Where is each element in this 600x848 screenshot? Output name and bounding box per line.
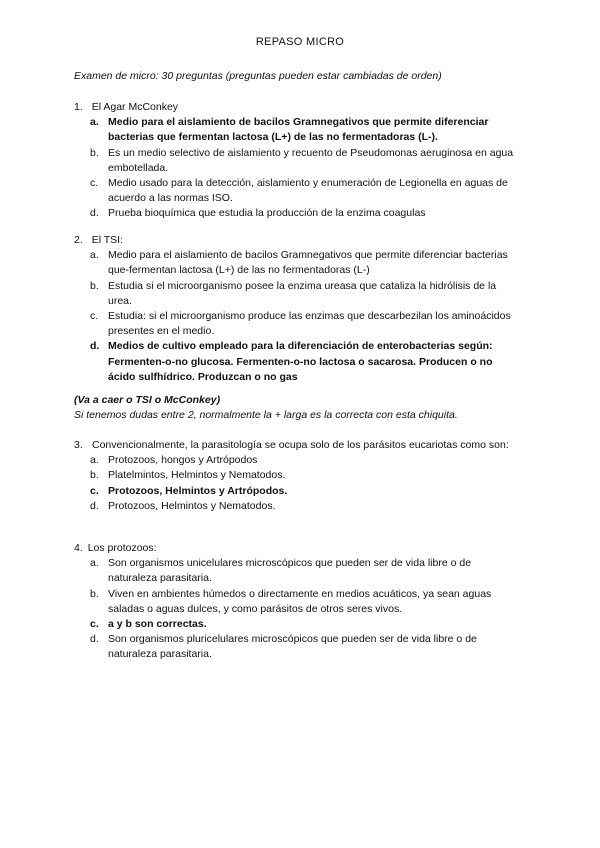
option-d: d. Son organismos pluricelulares microscópicos que pueden ser de vida libre o de naturaleza parasitaria. [90, 633, 477, 661]
question-stem [74, 541, 522, 556]
option-d: d. Protozoos, Helmintos y Nematodos. [90, 499, 276, 512]
option-list [90, 556, 522, 662]
question-1 [74, 100, 522, 222]
question-4 [74, 541, 522, 663]
question-number: 3. [74, 439, 83, 451]
question-stem [74, 233, 522, 248]
option-b: b. Platelmintos, Helmintos y Nematodos. [90, 469, 286, 482]
option-b: b. Estudia si el microorganismo posee la enzima ureasa que cataliza la hidrólisis de la urea. [90, 279, 497, 307]
question-3 [74, 438, 522, 514]
question-text: Los protozoos: [87, 542, 157, 554]
option-c: c. Estudia: si el microorganismo produce las enzimas que descarbezilan los aminoácidos presentes en el medio. [90, 310, 511, 338]
option-list [90, 248, 522, 385]
question-text: Convencionalmente, la parasitología se ocupa solo de los parásitos eucariotas como son: [92, 439, 509, 451]
question-stem [74, 438, 522, 453]
question-2 [74, 233, 522, 385]
question-number: 1. [74, 101, 83, 113]
option-b: b. Es un medio selectivo de aislamiento y recuento de Pseudomonas aeruginosa en agua embotellada. [90, 146, 514, 174]
question-number: 4. [74, 542, 83, 554]
option-c-correct: c. a y b son correctas. [90, 618, 207, 631]
option-a-correct: a. Medio para el aislamiento de bacilos Gramnegativos que permite diferenciar bacterias que fermentan lactosa (L+) de las no fermentadoras (L-). [90, 116, 489, 144]
option-c-correct: c. Protozoos, Helmintos y Artrópodos. [90, 484, 288, 497]
option-d-correct: d. Medios de cultivo empleado para la diferenciación de enterobacterias según: Fermenten-o-no glucosa. Fermenten-o-no lactosa o sacarosa. Producen o no ácido sulfhídrico. Produzcan o no gas [90, 340, 493, 383]
option-list [90, 453, 522, 514]
exam-hint: (Va a caer o TSI o McConkey) [74, 394, 221, 406]
option-d: d. Prueba bioquímica que estudia la producción de la enzima coagulas [90, 207, 426, 220]
option-list [90, 115, 522, 221]
question-number: 2. [74, 234, 83, 246]
option-b: b. Viven en ambientes húmedos o directamente en medios acuáticos, ya sean aguas saladas o aguas dulces, y como parásitos de otros seres vivos. [90, 587, 492, 615]
question-stem [74, 100, 522, 115]
question-text: El Agar McConkey [91, 101, 179, 113]
exam-tip: Si tenemos dudas entre 2, normalmente la + larga es la correcta con esta chiquita. [74, 409, 458, 421]
question-text: El TSI: [91, 234, 124, 246]
option-a: a. Protozoos, hongos y Artrópodos [90, 454, 258, 467]
page-title: REPASO MICRO [255, 36, 345, 48]
option-a: a. Medio para el aislamiento de bacilos Gramnegativos que permite diferenciar bacterias que-fermentan lactosa (L+) de las no fermentadoras (L-) [90, 249, 508, 277]
option-c: c. Medio usado para la detección, aislamiento y enumeración de Legionella en aguas de acuerdo a las normas ISO. [90, 177, 508, 205]
exam-subtitle: Examen de micro: 30 preguntas (preguntas pueden estar cambiadas de orden) [74, 70, 442, 82]
option-a: a. Son organismos unicelulares microscópicos que pueden ser de vida libre o de naturaleza parasitaria. [90, 557, 472, 585]
